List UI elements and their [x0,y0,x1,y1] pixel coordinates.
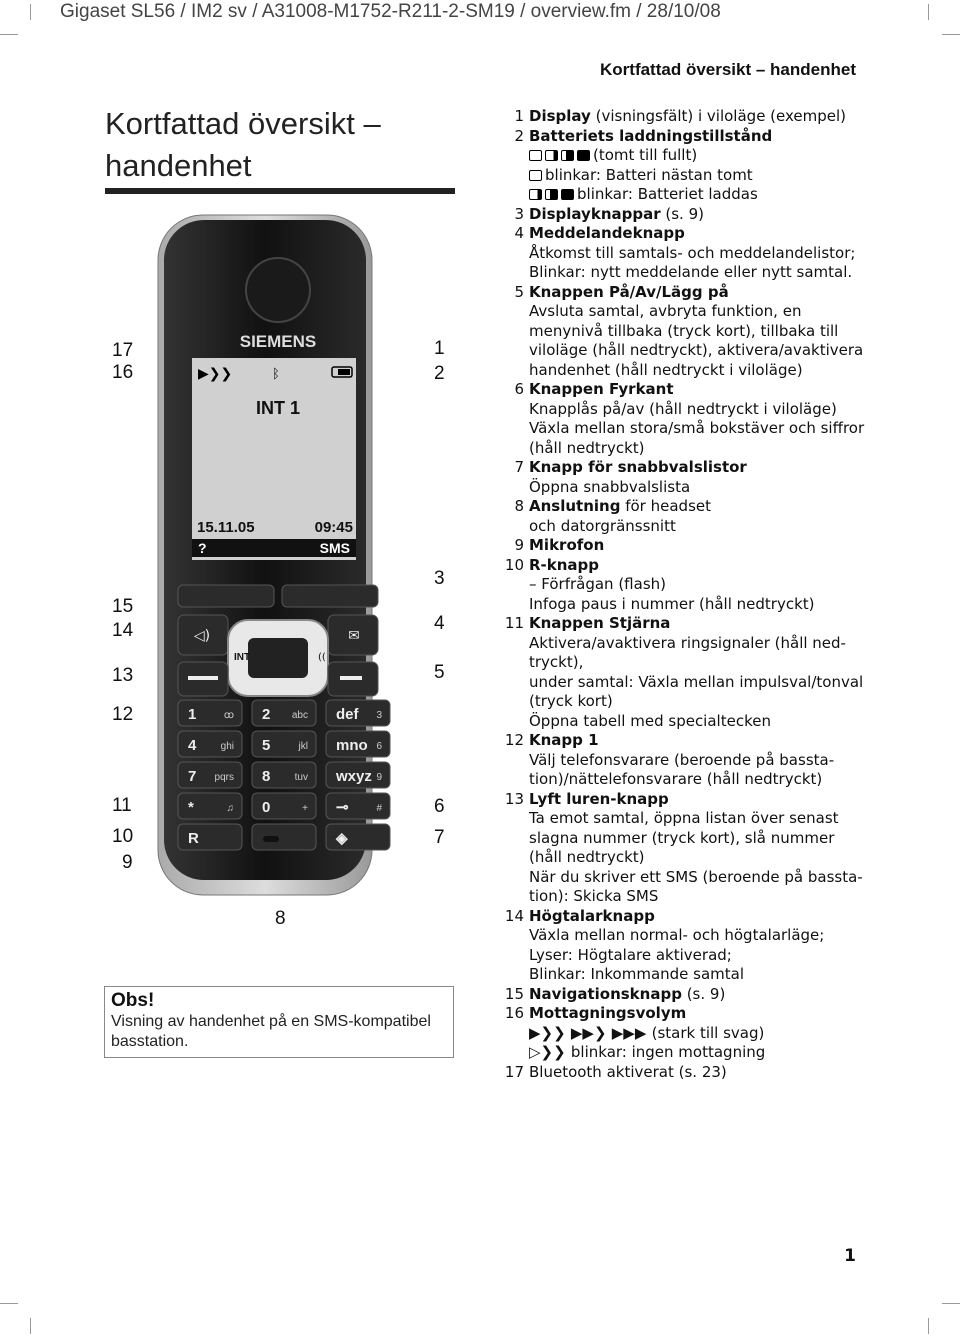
crop-mark [928,1318,929,1334]
softkey-left-label: ? [198,540,207,556]
legend-number: 6 [514,380,524,398]
legend-line: (stark till svag) [651,1023,765,1042]
callout-13: 13 [112,665,134,686]
keypad-key-main: 5 [262,737,271,754]
keypad-key-sub: pqrs [214,772,234,783]
legend-list [500,107,870,1082]
title-line-1: Kortfattad översikt – [105,106,381,141]
microphone [263,836,279,842]
keypad-key-sub: abc [291,710,308,721]
crop-mark [0,34,18,35]
crop-mark [942,1303,960,1304]
legend-label: Knapp 1 [529,731,599,749]
legend-line: Öppna tabell med specialtecken [529,711,771,730]
callout-10: 10 [112,826,134,847]
legend-label-rest: för headset [620,497,711,515]
legend-item [500,224,870,283]
legend-label: Display [529,107,591,125]
legend-line: handenhet (håll nedtryckt i viloläge) [529,360,803,379]
note-title: Obs! [111,990,155,1011]
handset-illustration [150,210,380,900]
crop-mark [942,34,960,35]
legend-item [500,1004,870,1063]
keypad-key-sub: ghi [220,741,234,752]
legend-line: tion)/nättelefonsvarare (håll nedtryckt) [529,770,823,788]
keypad-key-main: R [188,830,199,847]
legend-label: Lyft luren-knapp [529,789,669,808]
legend-line: blinkar: Batteriet laddas [577,185,758,203]
legend-number: 7 [514,458,524,476]
page-header [0,0,960,30]
legend-line: Avsluta samtal, avbryta funktion, en [529,302,802,320]
legend-label: Displayknappar [529,204,661,223]
bluetooth-icon: ᛒ [272,367,280,382]
keypad-key-sub: 6 [376,741,382,752]
callout-8: 8 [275,908,286,929]
display-key-left[interactable] [178,585,274,607]
legend-number: 11 [504,614,524,632]
legend-line: Blinkar: nytt meddelande eller nytt samtal. [529,263,853,281]
battery-icon [545,150,558,161]
battery-icon [529,189,542,200]
callout-16: 16 [112,362,134,383]
keypad-key-sub: ꝏ [223,710,234,721]
keypad-key-sub: 9 [376,772,382,783]
running-head: Kortfattad översikt – handenhet [600,60,856,79]
legend-item [500,556,870,615]
legend-line: Välj telefonsvarare (beroende på bassta- [529,750,835,769]
legend-number: 5 [514,282,524,301]
legend-label-rest: Bluetooth aktiverat (s. 23) [529,1062,727,1081]
callout-11: 11 [112,795,132,816]
keypad-key-main: 8 [262,768,271,785]
legend-number: 13 [504,789,524,808]
softkey-right-label: SMS [319,540,350,556]
legend-number: 1 [514,107,524,125]
keypad-key-sub: jkl [298,741,308,752]
keypad-key-sub: + [302,803,308,814]
legend-item [500,907,870,985]
legend-line: blinkar: ingen mottagning [570,1043,766,1061]
keypad-key-sub: ♫ [226,803,234,814]
legend-label: Mottagningsvolym [529,1004,687,1022]
crop-mark [0,1303,18,1304]
legend-line: Aktivera/avaktivera ringsignaler (håll ned- [529,633,846,652]
keypad-key-main: 2 [262,706,271,723]
legend-line: (håll nedtryckt) [529,438,645,457]
callout-6: 6 [434,796,445,817]
legend-number: 15 [504,984,524,1003]
title-rule [105,188,455,194]
screen-date: 15.11.05 [197,519,255,536]
legend-number: 16 [504,1004,524,1022]
legend-line: När du skriver ett SMS (beroende på bassta- [529,867,863,886]
document-meta: Gigaset SL56 / IM2 sv / A31008-M1752-R211-2-SM19 / overview.fm / 28/10/08 [60,1,721,22]
legend-line: menynivå tillbaka (tryck kort), tillbaka till [529,321,839,340]
keypad-key-main: 7 [188,768,197,785]
legend-line: Blinkar: Inkommande samtal [529,965,745,983]
legend-line: Ta emot samtal, öppna listan över senast [529,809,839,827]
battery-icon [577,150,590,161]
legend-number: 9 [514,536,524,554]
legend-line: tion): Skicka SMS [529,887,659,905]
crop-mark [30,1318,31,1334]
keypad-key-main: 1 [188,706,197,723]
keypad-key-main: def [336,706,359,723]
note-text: Visning av handenhet på en SMS-kompatibel basstation. [111,1013,431,1050]
legend-number: 10 [504,555,524,574]
callout-4: 4 [434,613,445,634]
legend-line: tryckt), [529,653,584,671]
reception-icon: ▶❯❯ [198,366,233,382]
legend-label-rest: (s. 9) [681,984,726,1003]
nav-int-label: INT [234,652,251,663]
legend-line: (tomt till fullt) [593,146,698,164]
legend-item [500,107,870,127]
legend-line: blinkar: Batteri nästan tomt [545,165,753,184]
keypad-key-main: ⊸ [336,799,349,816]
legend-item [500,536,870,556]
legend-line: Lyser: Högtalare aktiverad; [529,945,732,964]
screen-title: INT 1 [255,398,301,418]
callout-9: 9 [122,852,133,873]
page-title [105,103,381,187]
legend-line: Åtkomst till samtals- och meddelandelistor; [529,243,856,262]
legend-item [500,205,870,225]
keypad-key-sub: tuv [294,772,308,783]
legend-line: – Förfrågan (flash) [529,575,666,593]
legend-item [500,127,870,205]
envelope-icon: ✉ [348,628,360,644]
keypad-key-main: mno [336,737,368,754]
callout-1: 1 [434,338,445,359]
legend-line: Infoga paus i nummer (håll nedtryckt) [529,594,815,613]
legend-number: 4 [514,224,524,242]
screen-time: 09:45 [314,519,353,536]
legend-label-rest: (s. 9) [660,204,704,223]
legend-label: R-knapp [529,555,600,574]
callout-2: 2 [434,363,445,384]
legend-label-rest: (visningsfält) i viloläge (exempel) [590,107,847,125]
callout-14: 14 [112,620,134,641]
legend-item [500,731,870,790]
legend-line: Knapplås på/av (håll nedtryckt i viloläge) [529,399,837,418]
legend-line: viloläge (håll nedtryckt), aktivera/avaktivera [529,341,864,359]
reception-icon: ▶❯❯ ▶▶❯ ▶▶▶ [529,1023,652,1042]
call-icon: (( [318,652,326,663]
legend-number: 2 [514,126,524,145]
legend-line: (tryck kort) [529,692,613,710]
legend-item [500,1063,870,1083]
legend-item [500,985,870,1005]
legend-line: under samtal: Växla mellan impulsval/tonval [529,672,864,691]
legend-label: Knappen Stjärna [529,614,671,632]
reception-icon: ▷❯❯ [529,1043,571,1061]
battery-icon [529,170,542,181]
crop-mark [928,4,929,20]
callout-3: 3 [434,568,445,589]
battery-icon [545,189,558,200]
legend-line: Växla mellan stora/små bokstäver och siffror [529,419,865,437]
display-key-right[interactable] [282,585,378,607]
legend-label: Knappen På/Av/Lägg på [529,282,729,301]
keypad-key-sub: 3 [376,710,382,721]
callout-15: 15 [112,596,134,617]
legend-label: Batteriets laddningstillstånd [529,126,773,145]
legend-item [500,283,870,381]
battery-icon [529,150,542,161]
keypad [178,700,390,850]
battery-icon [561,150,574,161]
brand-logo: SIEMENS [239,332,317,351]
battery-icon [561,189,574,200]
legend-label: Knappen Fyrkant [529,380,674,398]
keypad-key-main: 4 [188,737,197,754]
legend-number: 12 [504,731,524,749]
page-number: 1 [844,1246,856,1266]
note-box [104,986,454,1058]
legend-number: 17 [504,1062,524,1081]
legend-label: Högtalarknapp [529,906,655,925]
legend-item [500,458,870,497]
legend-label: Anslutning [529,497,621,515]
legend-line: och datorgränssnitt [529,516,676,535]
keypad-key-main: ◈ [336,830,348,847]
crop-mark [30,4,31,20]
legend-line: slagna nummer (tryck kort), slå nummer [529,828,835,847]
legend-label: Navigationsknapp [529,984,682,1003]
legend-label: Knapp för snabbvalslistor [529,458,747,476]
keypad-key-sub: # [376,803,382,814]
legend-number: 14 [504,906,524,925]
legend-item [500,614,870,731]
legend-number: 8 [514,497,524,515]
legend-item [500,380,870,458]
keypad-key-main: * [188,799,194,816]
callout-5: 5 [434,662,445,683]
legend-number: 3 [514,204,524,223]
keypad-key-main: wxyz [336,768,372,785]
keypad-key-main: 0 [262,799,271,816]
callout-12: 12 [112,704,134,725]
legend-item [500,497,870,536]
legend-item [500,790,870,907]
legend-line: Växla mellan normal- och högtalarläge; [529,926,825,944]
title-line-2: handenhet [105,148,252,183]
legend-label: Mikrofon [529,536,605,554]
legend-line: (håll nedtryckt) [529,848,645,866]
legend-line: Öppna snabbvalslista [529,477,691,496]
speaker-icon: ◁) [193,628,211,644]
legend-label: Meddelandeknapp [529,224,685,242]
keypad-key[interactable] [252,824,316,850]
callout-7: 7 [434,827,445,848]
callout-17: 17 [112,340,134,361]
